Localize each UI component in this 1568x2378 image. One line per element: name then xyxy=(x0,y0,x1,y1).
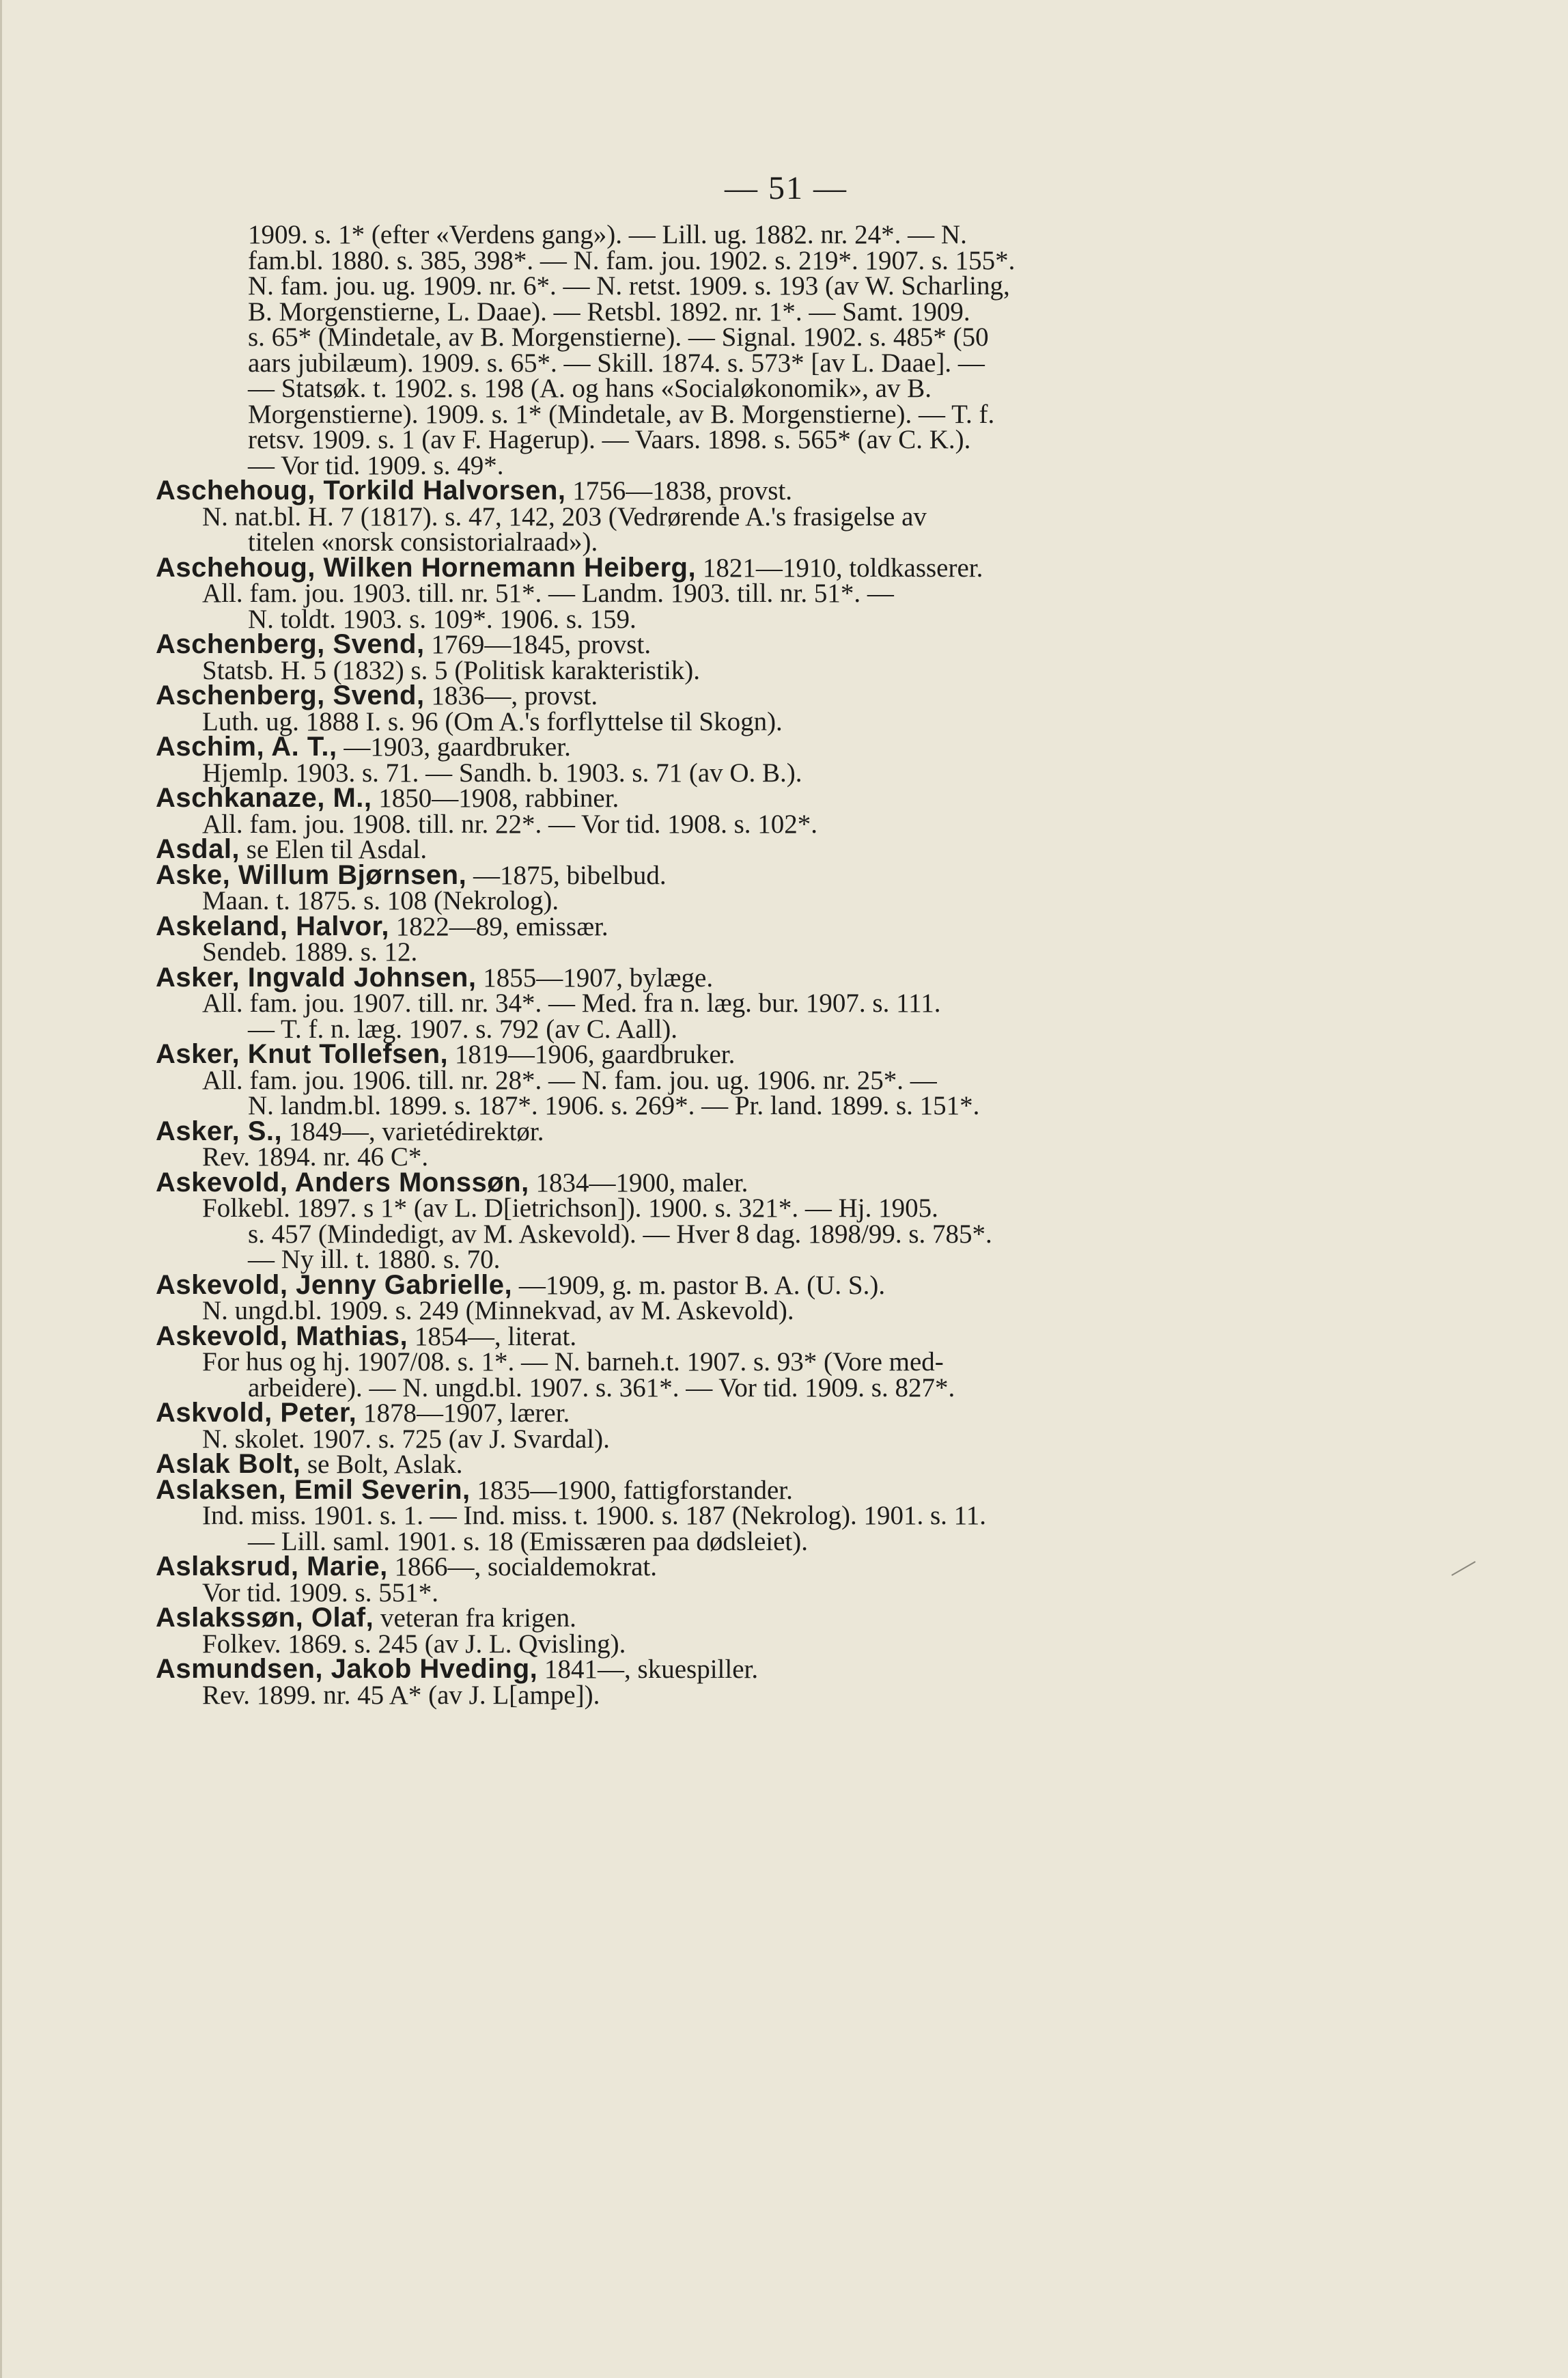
entry-text-line xyxy=(156,655,1344,685)
entry-heading-line xyxy=(156,834,1344,864)
entry-name: Asker, Knut Tollefsen, xyxy=(156,1039,449,1069)
entry-name: Aslaksen, Emil Severin, xyxy=(156,1474,471,1505)
entry-heading-line xyxy=(156,1039,1344,1069)
entry-text-line xyxy=(156,324,1344,350)
entry-heading-line xyxy=(156,1321,1344,1351)
entry-text-line xyxy=(156,1631,1344,1657)
entry-text: 1841—, skuespiller. xyxy=(537,1655,759,1684)
entry-text-line xyxy=(156,501,1344,531)
entry-text: Rev. 1894. nr. 46 C*. xyxy=(202,1142,429,1172)
entry-text-line xyxy=(156,427,1344,453)
entry-heading-line xyxy=(156,1449,1344,1479)
entry-heading-line xyxy=(156,734,1344,760)
entry-text: 1819—1906, gaardbruker. xyxy=(448,1040,736,1069)
entry-text-line xyxy=(156,1221,1344,1247)
entry-text-line xyxy=(156,1349,1344,1375)
entry-name: Aschenberg, Svend, xyxy=(156,680,425,710)
entry-heading-line xyxy=(156,1605,1344,1631)
entry-heading-line xyxy=(156,1167,1344,1198)
entry-heading-line xyxy=(156,475,1344,506)
entry-text: Rev. 1899. nr. 45 A* (av J. L[ampe]). xyxy=(202,1680,600,1710)
entry-heading-line xyxy=(156,1400,1344,1426)
entry-text: For hus og hj. 1907/08. s. 1*. — N. barneh.t. 1907. s. 93* (Vore med- xyxy=(202,1347,944,1377)
entry-name: Askevold, Anders Monssøn, xyxy=(156,1167,529,1198)
entry-text: —1875, bibelbud. xyxy=(466,860,667,890)
entry-text: 1878—1907, lærer. xyxy=(356,1398,570,1428)
entry-name: Aschkanaze, M., xyxy=(156,783,372,813)
entry-text-line xyxy=(156,604,1344,634)
entry-text-line xyxy=(156,222,1344,248)
entry-text: 1854—, literat. xyxy=(408,1321,577,1351)
entry-heading-line xyxy=(156,1474,1344,1505)
entry-name: Aslakssøn, Olaf, xyxy=(156,1603,374,1633)
entry-text: se Elen til Asdal. xyxy=(240,835,428,864)
entry-name: Askevold, Mathias, xyxy=(156,1321,408,1351)
entry-text-line xyxy=(156,809,1344,839)
entry-text: Maan. t. 1875. s. 108 (Nekrolog). xyxy=(202,886,559,915)
entry-text: 1850—1908, rabbiner. xyxy=(372,784,619,813)
entry-text-line xyxy=(156,273,1344,299)
entry-text: 1835—1900, fattigforstander. xyxy=(470,1475,793,1505)
entry-text: Folkebl. 1897. s 1* (av L. D[ietrichson]). 1900. s. 321*. — Hj. 1905. xyxy=(202,1193,938,1223)
entry-heading-line xyxy=(156,783,1344,813)
entry-text: s. 457 (Mindedigt, av M. Askevold). — Hver 8 dag. 1898/99. s. 785*. xyxy=(248,1219,992,1249)
entry-text-line xyxy=(156,760,1344,786)
entry-heading-line xyxy=(156,859,1344,890)
entry-text: 1822—89, emissær. xyxy=(389,911,608,941)
entry-text: aars jubilæum). 1909. s. 65*. — Skill. 1874. s. 573* [av L. Daae]. — xyxy=(248,348,985,378)
page-number: — 51 — xyxy=(725,170,848,206)
entry-text: 1821—1910, toldkasserer. xyxy=(696,553,983,583)
entry-text-line xyxy=(156,1247,1344,1273)
entry-text: 1756—1838, provst. xyxy=(565,476,793,506)
entry-text-line xyxy=(156,399,1344,429)
entry-name: Asker, S., xyxy=(156,1116,283,1146)
entry-text-line xyxy=(156,1144,1344,1170)
entry-name: Asker, Ingvald Johnsen, xyxy=(156,962,477,993)
entry-text: B. Morgenstierne, L. Daae). — Retsbl. 1892. nr. 1*. — Samt. 1909. xyxy=(248,296,970,327)
entry-text: 1866—, socialdemokrat. xyxy=(387,1552,657,1581)
entry-text-line xyxy=(156,350,1344,376)
entry-text: All. fam. jou. 1903. till. nr. 51*. — Landm. 1903. till. nr. 51*. — xyxy=(202,579,894,608)
entry-text: Vor tid. 1909. s. 551*. xyxy=(202,1577,438,1607)
entry-heading-line xyxy=(156,1269,1344,1300)
entry-name: Asmundsen, Jakob Hveding, xyxy=(156,1654,538,1684)
entry-heading-line xyxy=(156,1116,1344,1146)
entry-text: — Vor tid. 1909. s. 49*. xyxy=(248,450,504,480)
entry-text: N. landm.bl. 1899. s. 187*. 1906. s. 269*. — Pr. land. 1899. s. 151*. xyxy=(248,1091,980,1120)
entry-name: Asdal, xyxy=(156,834,240,864)
index-entries xyxy=(156,222,1344,1708)
entry-text: — T. f. n. læg. 1907. s. 792 (av C. Aall). xyxy=(248,1014,678,1044)
entry-text: —1909, g. m. pastor B. A. (U. S.). xyxy=(512,1270,886,1300)
entry-text-line xyxy=(156,581,1344,607)
entry-text: Luth. ug. 1888 I. s. 96 (Om A.'s forflyttelse til Skogn). xyxy=(202,706,783,736)
entry-text-line xyxy=(156,1298,1344,1324)
entry-text: veteran fra krigen. xyxy=(374,1603,576,1633)
entry-text-line xyxy=(156,1503,1344,1529)
entry-heading-line xyxy=(156,552,1344,583)
entry-text: N. fam. jou. ug. 1909. nr. 6*. — N. retst. 1909. s. 193 (av W. Scharling, xyxy=(248,271,1010,301)
entry-heading-line xyxy=(156,680,1344,710)
entry-text: — Lill. saml. 1901. s. 18 (Emissæren paa dødsleiet). xyxy=(248,1526,808,1556)
entry-text: Folkev. 1869. s. 245 (av J. L. Qvisling). xyxy=(202,1629,626,1659)
entry-text: arbeidere). — N. ungd.bl. 1907. s. 361*. — Vor tid. 1909. s. 827*. xyxy=(248,1372,955,1402)
entry-text: —1903, gaardbruker. xyxy=(337,732,571,762)
entry-heading-line xyxy=(156,911,1344,941)
entry-name: Askevold, Jenny Gabrielle, xyxy=(156,1269,513,1300)
entry-text: N. skolet. 1907. s. 725 (av J. Svardal). xyxy=(202,1424,610,1454)
entry-text-line xyxy=(156,529,1344,555)
entry-heading-line xyxy=(156,1654,1344,1684)
entry-text-line xyxy=(156,296,1344,327)
entry-heading-line xyxy=(156,629,1344,659)
entry-text: — Statsøk. t. 1902. s. 198 (A. og hans «Socialøkonomik», av B. xyxy=(248,374,932,403)
entry-text: N. nat.bl. H. 7 (1817). s. 47, 142, 203 (Vedrørende A.'s frasigelse av xyxy=(202,501,927,531)
entry-name: Aslaksrud, Marie, xyxy=(156,1551,388,1581)
entry-text-line xyxy=(156,1014,1344,1044)
entry-text-line xyxy=(156,1426,1344,1452)
entry-text: Morgenstierne). 1909. s. 1* (Mindetale, av B. Morgenstierne). — T. f. xyxy=(248,399,995,429)
entry-text-line xyxy=(156,706,1344,736)
entry-text-line xyxy=(156,1372,1344,1402)
entry-text: 1834—1900, maler. xyxy=(529,1167,748,1198)
entry-text: s. 65* (Mindetale, av B. Morgenstierne). — Signal. 1902. s. 485* (50 xyxy=(248,322,989,352)
entry-text: 1909. s. 1* (efter «Verdens gang»). — Lill. ug. 1882. nr. 24*. — N. xyxy=(248,220,967,249)
entry-text-line xyxy=(156,888,1344,914)
entry-text: All. fam. jou. 1906. till. nr. 28*. — N. fam. jou. ug. 1906. nr. 25*. — xyxy=(202,1065,937,1095)
entry-name: Aske, Willum Bjørnsen, xyxy=(156,859,467,890)
entry-text-line xyxy=(156,1680,1344,1710)
entry-name: Askeland, Halvor, xyxy=(156,911,389,941)
entry-text-line xyxy=(156,450,1344,480)
entry-text: 1855—1907, bylæge. xyxy=(476,963,714,993)
pencil-mark xyxy=(1451,1561,1476,1576)
entry-text: titelen «norsk consistorialraad»). xyxy=(248,527,598,557)
entry-text: All. fam. jou. 1907. till. nr. 34*. — Med. fra n. læg. bur. 1907. s. 111. xyxy=(202,988,941,1018)
entry-name: Aslak Bolt, xyxy=(156,1449,301,1479)
entry-text-line xyxy=(156,988,1344,1018)
entry-text-line xyxy=(156,1093,1344,1119)
entry-text: fam.bl. 1880. s. 385, 398*. — N. fam. jou. 1902. s. 219*. 1907. s. 155*. xyxy=(248,245,1016,275)
entry-text: All. fam. jou. 1908. till. nr. 22*. — Vor tid. 1908. s. 102*. xyxy=(202,809,817,839)
entry-text: 1849—, varietédirektør. xyxy=(282,1116,544,1146)
entry-text: Ind. miss. 1901. s. 1. — Ind. miss. t. 1900. s. 187 (Nekrolog). 1901. s. 11. xyxy=(202,1501,986,1530)
entry-name: Aschim, A. T., xyxy=(156,732,337,762)
entry-text: se Bolt, Aslak. xyxy=(300,1450,463,1479)
entry-text: N. ungd.bl. 1909. s. 249 (Minnekvad, av M. Askevold). xyxy=(202,1296,794,1325)
entry-name: Aschehoug, Torkild Halvorsen, xyxy=(156,475,566,506)
entry-text-line xyxy=(156,1526,1344,1556)
entry-name: Askvold, Peter, xyxy=(156,1398,357,1428)
entry-text-line xyxy=(156,245,1344,275)
entry-text: retsv. 1909. s. 1 (av F. Hagerup). — Vaars. 1898. s. 565* (av C. K.). xyxy=(248,425,971,454)
entry-name: Aschenberg, Svend, xyxy=(156,629,425,659)
entry-text: N. toldt. 1903. s. 109*. 1906. s. 159. xyxy=(248,604,636,634)
entry-text: — Ny ill. t. 1880. s. 70. xyxy=(248,1245,501,1274)
entry-text-line xyxy=(156,376,1344,402)
entry-text: Statsb. H. 5 (1832) s. 5 (Politisk karakteristik). xyxy=(202,655,701,685)
entry-text-line xyxy=(156,1577,1344,1607)
entry-text: Sendeb. 1889. s. 12. xyxy=(202,937,418,967)
entry-heading-line xyxy=(156,1551,1344,1581)
entry-text-line xyxy=(156,1195,1344,1221)
entry-heading-line xyxy=(156,962,1344,993)
entry-text: 1769—1845, provst. xyxy=(424,630,652,659)
entry-text-line xyxy=(156,1065,1344,1095)
entry-text: 1836—, provst. xyxy=(424,681,598,710)
entry-text: Hjemlp. 1903. s. 71. — Sandh. b. 1903. s. 71 (av O. B.). xyxy=(202,758,802,788)
entry-text-line xyxy=(156,939,1344,965)
entry-name: Aschehoug, Wilken Hornemann Heiberg, xyxy=(156,552,697,583)
